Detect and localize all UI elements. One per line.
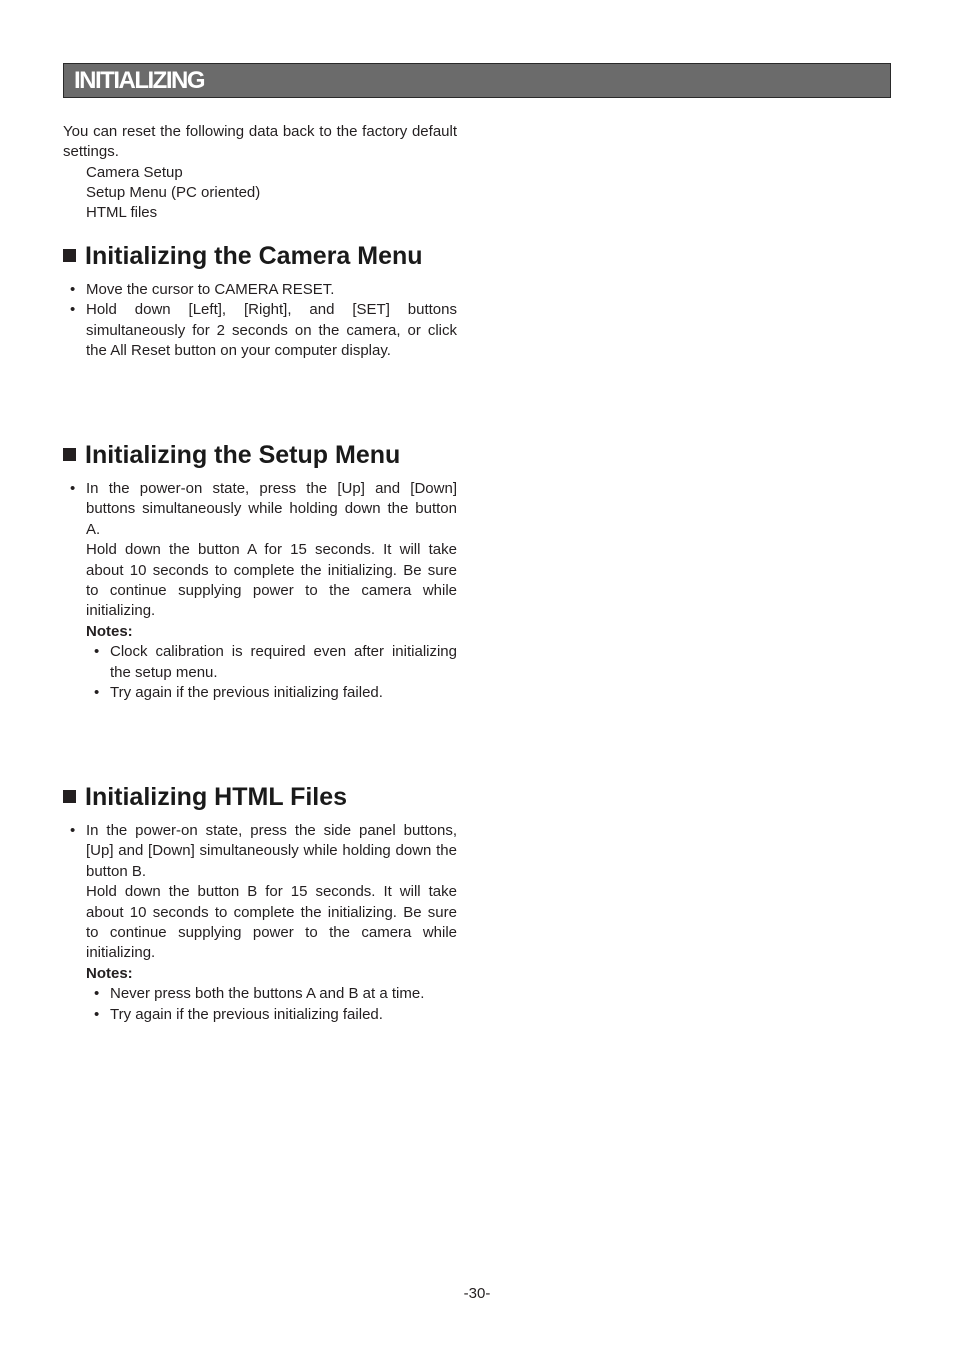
heading-setup-menu <box>63 440 400 470</box>
html-files-notes-label: Notes: <box>86 964 133 982</box>
setup-menu-notes-label: Notes: <box>86 622 133 640</box>
intro-item-setup-menu: Setup Menu (PC oriented) <box>86 184 261 202</box>
list-item: • In the power-on state, press the [Up] and [Down] buttons simultaneously while holding down the button A. <box>63 479 457 540</box>
heading-setup-menu-text: Initializing the Setup Menu <box>85 441 401 469</box>
section-banner <box>63 63 891 98</box>
html-files-block <box>63 821 457 1025</box>
heading-html-files-text: Initializing HTML Files <box>85 783 348 811</box>
note-item: • Never press both the buttons A and B at a time. <box>63 984 457 1004</box>
list-item: • Hold down [Left], [Right], and [SET] buttons simultaneously for 2 seconds on the camera, or click the All Reset button on your computer display. <box>63 300 457 361</box>
note-item: • Clock calibration is required even after initializing the setup menu. <box>63 642 457 683</box>
page-number: -30- <box>463 1285 491 1302</box>
intro-item-camera-setup: Camera Setup <box>86 163 183 181</box>
square-bullet-icon <box>63 249 76 262</box>
heading-html-files <box>63 782 347 812</box>
square-bullet-icon <box>63 790 76 803</box>
note-item: • Try again if the previous initializing failed. <box>63 1005 457 1025</box>
setup-menu-continuation: Hold down the button A for 15 seconds. It will take about 10 seconds to complete the initializing. Be sure to continue supplying power to the camera while initializing. <box>86 541 457 620</box>
intro-block <box>63 122 457 223</box>
square-bullet-icon <box>63 448 76 461</box>
intro-item-html-files: HTML files <box>86 204 158 222</box>
list-item: • Move the cursor to CAMERA RESET. <box>63 280 457 300</box>
html-files-continuation: Hold down the button B for 15 seconds. It will take about 10 seconds to complete the initializing. Be sure to continue supplying power to the camera while initializing. <box>86 883 457 962</box>
setup-menu-block <box>63 479 457 703</box>
heading-camera-menu-text: Initializing the Camera Menu <box>85 242 423 270</box>
banner-title: INITIALIZING <box>74 67 204 94</box>
list-item: • In the power-on state, press the side panel buttons, [Up] and [Down] simultaneously while holding down the button B. <box>63 821 457 882</box>
intro-text: You can reset the following data back to the factory default settings. <box>63 123 457 161</box>
note-item: • Try again if the previous initializing failed. <box>63 683 457 703</box>
heading-camera-menu <box>63 241 423 271</box>
camera-menu-block <box>63 280 457 362</box>
